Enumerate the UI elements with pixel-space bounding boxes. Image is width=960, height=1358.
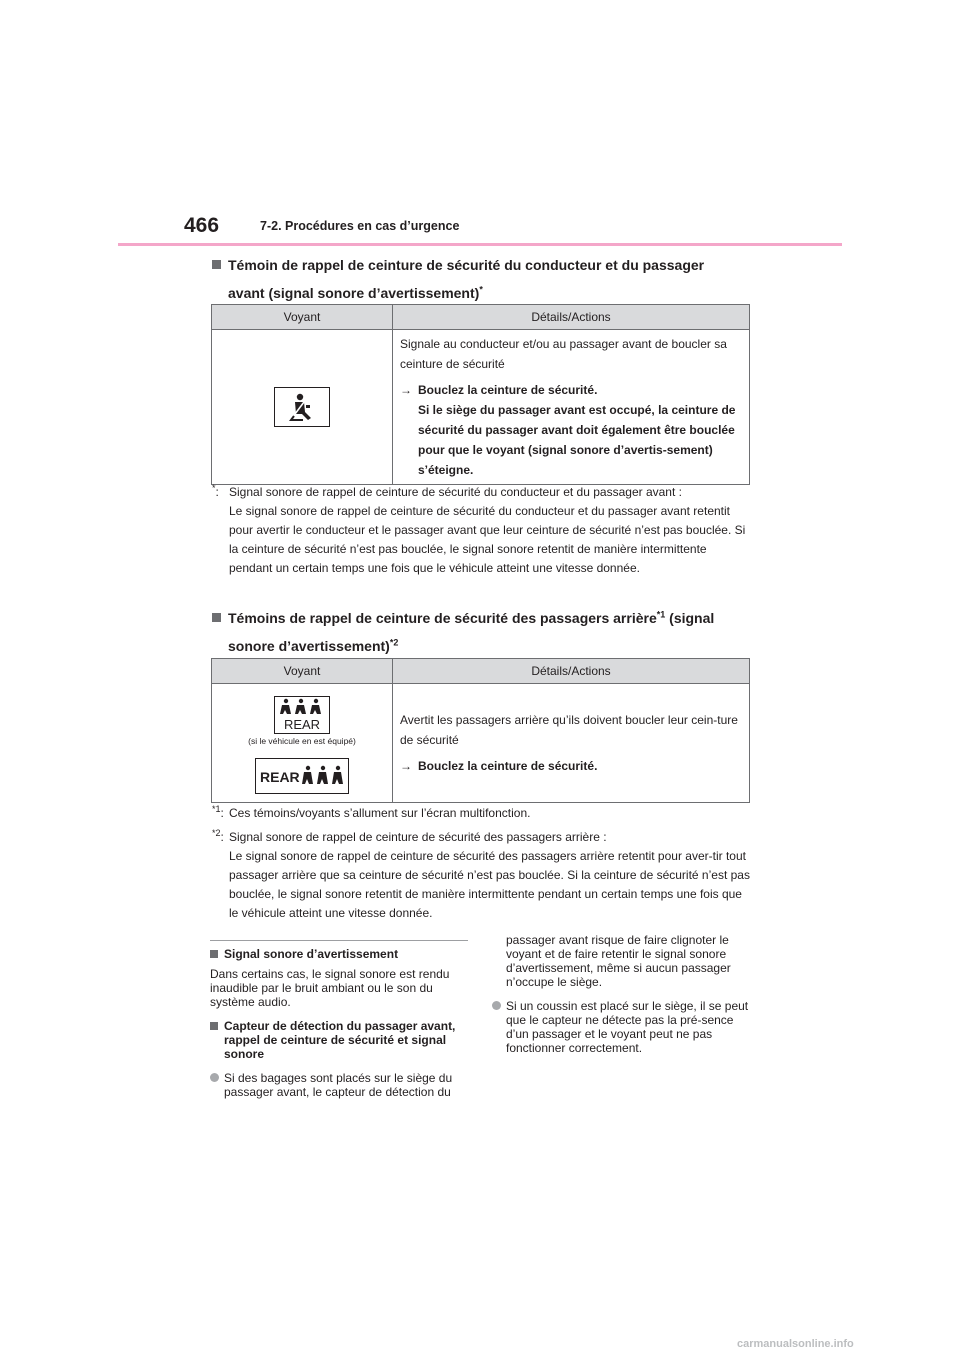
info-bullet1-continued: passager avant risque de faire clignoter le voyant et de faire retentir le signal sonore d’avertissement, même si aucun passager n’occupe le siège. [506,933,731,989]
divider [210,940,468,941]
info-bullet1: Si des bagages sont placés sur le siège du passager avant, le capteur de détection du [210,1071,468,1099]
icon-caption: (si le véhicule en est équipé) [248,736,356,746]
footnote-mark: $^{*1}$: [212,804,224,820]
section2-heading-line1: Témoins de rappel de ceinture de sécurité des passagers arrière$^{*1}$ (signal [228,609,715,626]
details-description: Avertit les passagers arrière qu’ils doivent boucler leur cein-ture de sécurité [400,713,738,747]
details-cell [393,330,750,485]
rear-seatbelt-horizontal-icon [255,758,349,794]
square-bullet-icon [212,260,221,269]
section1-heading [212,253,752,305]
action-line1: Bouclez la ceinture de sécurité. [418,383,598,397]
footnote-mark: $^{*2}$: [212,828,224,844]
details-action [400,756,743,776]
watermark: carmanualsonline.info [737,1338,854,1350]
section2-footnote2 [212,828,752,923]
footnote-line1: Signal sonore de rappel de ceinture de sécurité du conducteur et du passager avant : [229,485,682,499]
seatbelt-warning-icon [274,387,330,427]
info-right-column [492,933,754,1055]
table-row [212,330,750,485]
footnote-mark: *: [212,483,219,499]
square-bullet-icon [210,950,218,958]
section1-heading-line2: avant (signal sonore d’avertissement)* [228,284,483,301]
section2-heading [212,606,752,658]
section2-table [211,658,750,803]
section2-heading-line2: sonore d’avertissement)$^{*2}$ [228,637,399,654]
info-sub1-title: Signal sonore d’avertissement [210,947,468,961]
action-line: Bouclez la ceinture de sécurité. [418,759,598,773]
section-title: 7-2. Procédures en cas d’urgence [260,219,460,233]
section2-footnote1 [212,804,752,823]
voyant-cell [212,330,393,485]
square-bullet-icon [210,1022,218,1030]
info-left-column [210,940,468,1099]
rear-label: REAR [283,717,321,732]
info-sub1-text: Dans certains cas, le signal sonore est rendu inaudible par le bruit ambiant ou le son du système audio. [210,967,450,1009]
action-line2: Si le siège du passager avant est occupé, la ceinture de sécurité du passager avant doit également être bouclée pour que le voyant (signal sonore d’avertis-sement) s’éteigne. [418,403,736,477]
square-bullet-icon [212,613,221,622]
footnote-body: Le signal sonore de rappel de ceinture de sécurité du conducteur et du passager avant retentit pour avertir le conducteur et le passager avant que leur ceinture de sécurité n’est pas bouclée. Si la ceinture de sécurité n’est pas bouclée, le signal sonore retentit de manière intermittente pendant un certain temps une fois que le véhicule atteint une vitesse donnée. [229,504,746,575]
details-cell [393,684,750,803]
details-description: Signale au conducteur et/ou au passager avant de boucler sa ceinture de sécurité [400,337,727,371]
section1-footnote [212,483,752,578]
col-voyant-header: Voyant [212,305,393,330]
page-number: 466 [184,214,220,237]
section1-heading-line1: Témoin de rappel de ceinture de sécurité du conducteur et du passager [228,257,705,273]
round-bullet-icon [210,1073,219,1082]
rear-seatbelt-icon [274,696,330,734]
footnote2-body: Le signal sonore de rappel de ceinture de sécurité des passagers arrière retentit pour aver-tir tout passager arrière que sa ceinture de sécurité n’est pas bouclée. Si la ceinture de sécurité n’est pas bouclée, le signal sonore retentit de manière intermittente pendant un certain temps une fois que le véhicule atteint une vitesse donnée. [229,849,750,920]
table-header-row [212,659,750,684]
round-bullet-icon [492,1001,501,1010]
col-voyant-header: Voyant [212,659,393,684]
footnote2-line1: Signal sonore de rappel de ceinture de sécurité des passagers arrière : [229,830,607,844]
arrow-icon: → [400,759,412,773]
col-details-header: Détails/Actions [393,305,750,330]
info-bullet2: Si un coussin est placé sur le siège, il se peut que le capteur ne détecte pas la pré-sence d’un passager et le voyant peut ne pas fonctionner correctement. [492,999,754,1055]
table-header-row [212,305,750,330]
details-action [400,380,743,480]
header-rule [118,243,842,246]
info-sub2-title: Capteur de détection du passager avant, rappel de ceinture de sécurité et signal sonore [210,1019,468,1061]
table-row [212,684,750,803]
col-details-header: Détails/Actions [393,659,750,684]
section1-table [211,304,750,485]
rear-label-horizontal: REAR [260,769,300,785]
arrow-icon: → [400,383,412,397]
voyant-cell [212,684,393,803]
footnote1-text: Ces témoins/voyants s’allument sur l’écran multifonction. [229,806,531,820]
